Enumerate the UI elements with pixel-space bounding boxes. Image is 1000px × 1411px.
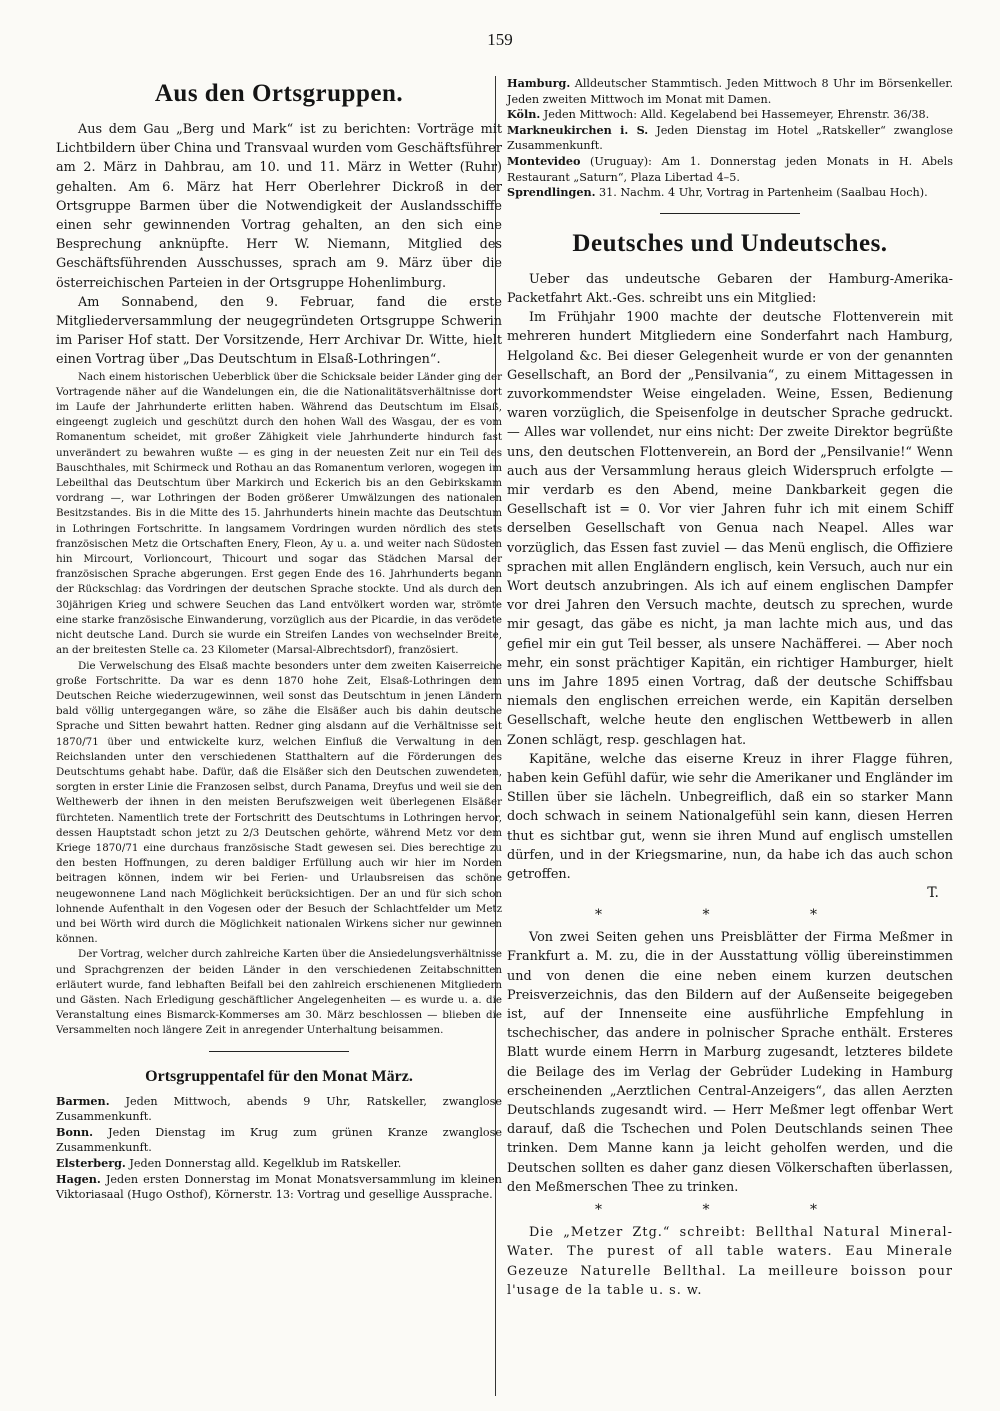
section-divider <box>660 213 800 214</box>
entry-place: Hamburg. <box>507 76 571 90</box>
entry-place: Hagen. <box>56 1171 101 1186</box>
list-item <box>507 123 953 154</box>
entry-text: Jeden ersten Donnerstag im Monat Monatsversammlung im kleinen Viktoriasaal (Hugo Osthof), Körnerstr. 13: Vortrag und gesellige Aussprache. <box>56 1172 503 1202</box>
entry-text: Jeden Mittwoch: Alld. Kegelabend bei Hassemeyer, Ehrenstr. 36/38. <box>543 108 930 122</box>
entry-text: Jeden Dienstag im Hotel „Ratskeller“ zwanglose Zusammenkunft. <box>507 123 953 153</box>
entry-text: (Uruguay): Am 1. Donnerstag jeden Monats in H. Abels Restaurant „Saturn“, Plaza Libertad 4–5. <box>507 154 953 184</box>
list-item <box>56 1125 502 1156</box>
entry-place: Barmen. <box>56 1093 110 1108</box>
entry-text: Jeden Donnerstag alld. Kegelklub im Ratskeller. <box>129 1156 402 1170</box>
list-item <box>56 1156 502 1172</box>
entry-text: 31. Nachm. 4 Uhr, Vortrag in Partenheim (Saalbau Hoch). <box>599 186 928 200</box>
paragraph-flottenverein: Im Frühjahr 1900 machte der deutsche Flottenverein mit mehreren hundert Mitgliedern eine Sonderfahrt nach Hamburg, Helgoland &c. Bei dieser Gelegenheit wurde er von der genannten Gesellschaft, an Bord der „Pensilvania“, zu einem Mittagessen in zuvorkommendster Weise eingeladen. Weine, Essen, Bedienung waren vorzüglich, die Speisenfolge in deutscher Sprache gedruckt. — Alles war vollendet, nur eins nicht: Der zweite Direktor begrüßte uns, den deutschen Flottenverein, an Bord der „Pensilvanie!“ Wenn auch aus der Versammlung heraus gleich Widerspruch erfolgte — mir verdarb es den Abend, meine Dankbarkeit gegen die Gesellschaft ist = 0. Vor vier Jahren fuhr ich mit einem Schiff derselben Gesellschaft von Genua nach Neapel. Alles war vorzüglich, das Essen fast zuviel — das Menü englisch, die Offiziere sprachen mit allen Engländern englisch, kein Versuch, auch nur ein Wort deutsch anzubringen. Als ich auf einem englischen Dampfer vor drei Jahren den Versuch machte, deutsch zu sprechen, wurde mir gesagt, das gäbe es nicht, ja man lachte mich aus, und das gefiel mir ein gut Teil besser, als unsere Nachäfferei. — Aber noch mehr, ein sonst prächtiger Kapitän, ein richtiger Hamburger, hielt uns im Jahre 1895 einen Vortrag, daß der deutsche Schiffsbau niemals den englischen erreichen werde, ein Kapitän derselben Gesellschaft, welche heute den englischen Wettbewerb in allen Zonen schlägt, resp. geschlagen hat. <box>507 310 953 748</box>
entry-text: Alldeutscher Stammtisch. Jeden Mittwoch 8 Uhr im Börsenkeller. Jeden zweiten Mittwoch im Monat mit Damen. <box>507 77 953 106</box>
list-item <box>56 1172 502 1203</box>
list-item <box>507 107 953 123</box>
paragraph-berg-und-mark: Aus dem Gau „Berg und Mark“ ist zu berichten: Vorträge mit Lichtbildern über China und Transvaal wurden vom Geschäftsführer am 2. März in Dahbrau, am 10. und 11. März in Wetter (Ruhr) gehalten. Am 6. März hat Herr Oberlehrer Dickroß in der Ortsgruppe Barmen über die Notwendigkeit der Auslandsschiffe einen sehr gewinnenden Vortrag gehalten, an den sich eine Besprechung anknüpfte. Herr W. Niemann, Mitglied des Geschäftsführenden Ausschusses, sprach am 9. März über die österreichischen Parteien in der Ortsgruppe Hohenlimburg. <box>56 122 502 291</box>
list-item <box>507 185 953 201</box>
entry-place: Elsterberg. <box>56 1155 126 1170</box>
table-heading: Ortsgruppentafel für den Monat März. <box>145 1067 413 1085</box>
section-divider <box>209 1051 349 1052</box>
list-item <box>507 76 953 107</box>
entry-text: Jeden Dienstag im Krug zum grünen Kranze zwanglose Zusammenkunft. <box>56 1125 502 1155</box>
paragraph-vortrag: Der Vortrag, welcher durch zahlreiche Karten über die Ansiedelungsverhältnisse und Sprachgrenzen der beiden Länder in den verschiedenen Zeitabschnitten erläutert wurde, fand lebhaften Beifall bei den zahlreich erschienenen Mitgliedern und Gästen. Nach Erledigung geschäftlicher Angelegenheiten — es wurde u. a. die Veranstaltung eines Bismarck-Kommerses am 30. März beschlossen — blieben die Versammelten noch längere Zeit in anregender Unterhaltung beisammen. <box>56 948 502 1037</box>
right-column <box>507 76 953 1300</box>
paragraph-messmer: Von zwei Seiten gehen uns Preisblätter der Firma Meßmer in Frankfurt a. M. zu, die in der Ausstattung völlig übereinstimmen und von denen die eine neben einem kurzen deutschen Preisverzeichnis, das den Bildern auf der Außenseite beigegeben ist, auf der Innenseite eine ausführliche Empfehlung in tschechischer, das andere in polnischer Sprache enthält. Ersteres Blatt wurde einem Herrn in Marburg zugesandt, letzteres bildete die Beilage des im Verlag der Gebrüder Ludeking in Hamburg erscheinenden „Aerztlichen Central-Anzeigers“, das allen Aerzten Deutschlands zugesandt wird. — Herr Meßmer legt offenbar Wert darauf, daß die Tschechen und Polen Deutschlands seinen Thee trinken. Dem Manne kann ja leicht geholfen werden, und die Deutschen sollten es daher ganz diesen Völkerschaften überlassen, den Meßmerschen Thee zu trinken. <box>507 930 953 1195</box>
list-item <box>56 1094 502 1125</box>
paragraph-verwelschung: Die Verwelschung des Elsaß machte besonders unter dem zweiten Kaiserreiche große Fortschritte. Da war es denn 1870 hohe Zeit, Elsaß-Lothringen dem Deutschen Reiche wiederzugewinnen, weil sonst das Deutschtum in jenen Ländern bald völlig untergegangen wäre, so zähe die Elsäßer auch bis dahin deutsche Sprache und Sitten bewahrt hatten. Redner ging alsdann auf die Verhältnisse seit 1870/71 über und entwickelte kurz, welchen Einfluß die Verwaltung in den Reichslanden unter den verschiedenen Statthaltern auf die Förderungen des Deutschtums gehabt habe. Dafür, daß die Elsäßer sich den Deutschen zuwendeten, sorgten in erster Linie die Franzosen selbst, durch Panama, Dreyfus und weil sie den Welthewerb der ihnen in den meisten Berufszweigen weit überlegenen Elsäßer fürchteten. Namentlich trete der Fortschritt des Deutschtums in Lothringen hervor, dessen Hauptstadt schon jetzt zu 2/3 Deutschen gehörte, während Metz vor dem Kriege 1870/71 eine durchaus französische Stadt gewesen sei. Dies berechtige zu den besten Hoffnungen, zu deren baldiger Erfüllung auch wir hier im Norden beitragen können, indem wir bei Ferien- und Urlaubsreisen das schöne neugewonnene Land nach Möglichkeit berücksichtigen. Der an und für sich schon lohnende Aufenthalt in den Vogesen oder der Besuch der Schlachtfelder um Metz und bei Wörth wird durch die Möglichkeit nationalen Wirkens sicher nur gewinnen können. <box>56 659 502 946</box>
paragraph-intro: Ueber das undeutsche Gebaren der Hamburg-Amerika-Packetfahrt Akt.-Ges. schreibt uns ein Mitglied: <box>507 271 953 306</box>
paragraph-schwerin: Am Sonnabend, den 9. Februar, fand die erste Mitgliederversammlung der neugegründeten Ortsgruppe Schwerin im Pariser Hof statt. Der Vorsitzende, Herr Archivar Dr. Witte, hielt einen Vortrag über „Das Deutschtum in Elsaß-Lothringen“. <box>56 294 502 368</box>
section-heading-deutsches: Deutsches und Undeutsches. <box>572 229 888 257</box>
paragraph-metzer-zeitung: Die „Metzer Ztg.“ schreibt: Bellthal Natural Mineral-Water. The purest of all table waters. Eau Minerale Gezeuze Naturelle Bellthal. La meilleure boisson pour l'usage de la table u. s. w. <box>507 1225 953 1298</box>
entry-place: Markneukirchen i. S. <box>507 122 649 137</box>
entry-place: Köln. <box>507 107 541 122</box>
page-number: 159 <box>487 30 513 49</box>
list-item <box>507 154 953 185</box>
entry-place: Sprendlingen. <box>507 185 596 200</box>
left-column <box>56 72 502 1203</box>
paragraph-kapitaene: Kapitäne, welche das eiserne Kreuz in ihrer Flagge führen, haben kein Gefühl dafür, wie sehr die Amerikaner und Engländer im Stillen über sie lächeln. Unbegreiflich, daß ein so starker Mann doch schwach in seinem Nationalgefühl sein kann, diesen Herren thut es sichtbar gut, wenn sie ihren Mund auf englisch umstellen dürfen, und in der Kriegsmarine, nun, da habe ich das auch schon getroffen. <box>507 751 953 883</box>
entry-place: Bonn. <box>56 1124 94 1139</box>
section-stars: * * * <box>595 1202 865 1219</box>
paragraph-history: Nach einem historischen Ueberblick über die Schicksale beider Länder ging der Vortragende näher auf die Wandelungen ein, die die Nationalitätsverhältnisse dort im Laufe der Jahrhunderte erlitten haben. Während das Deutschtum im Elsaß, eingeengt zugleich und geschützt durch den hohen Wall des Wasgau, der es vom Romanentum scheidet, mit großer Zähigkeit viele Jahrhunderte hindurch fast unverändert zu bewahren wußte — es ging in der neuesten Zeit nur ein Teil des Bauschthales, mit Schirmeck und Rothau an das Romanentum verloren, wogegen im Lebeilthal das Deutschtum über Markirch und Eckerich bis an den Gebirkskamm vordrang —, war Lothringen der Boden größerer Umwälzungen des nationalen Besitzstandes. Bis in die Mitte des 15. Jahrhunderts hinein machte das Deutschtum in Lothringen Fortschritte. In langsamem Vordringen wurden nördlich des stets französischen Metz die Ortschaften Enery, Fleon, Ay u. a. und weiter nach Südosten hin Mircourt, Vorlioncourt, Thicourt und sogar das Städchen Marsal der französischen Sprache abgerungen. Erst gegen Ende des 16. Jahrhunderts begann der Rückschlag: das Vordringen der deutschen Sprache stockte. Und als durch den 30jährigen Krieg und schwere Seuchen das Land entvölkert worden war, strömte eine starke französische Einwanderung, vorzüglich aus der Picardie, in das verödete nicht deutsche Land. Durch sie wurde ein Streifen Landes von wechselnder Breite, an der breitesten Stelle ca. 23 Kilometer (Marsal-Albrechtsdorf), französiert. <box>56 370 502 657</box>
section-stars: * * * <box>595 907 865 924</box>
entry-text: Jeden Mittwoch, abends 9 Uhr, Ratskeller, zwanglose Zusammenkunft. <box>56 1094 502 1124</box>
signature: T. <box>927 885 939 902</box>
entry-place: Montevideo <box>507 153 581 168</box>
section-heading-ortsgruppen: Aus den Ortsgruppen. <box>154 80 404 107</box>
